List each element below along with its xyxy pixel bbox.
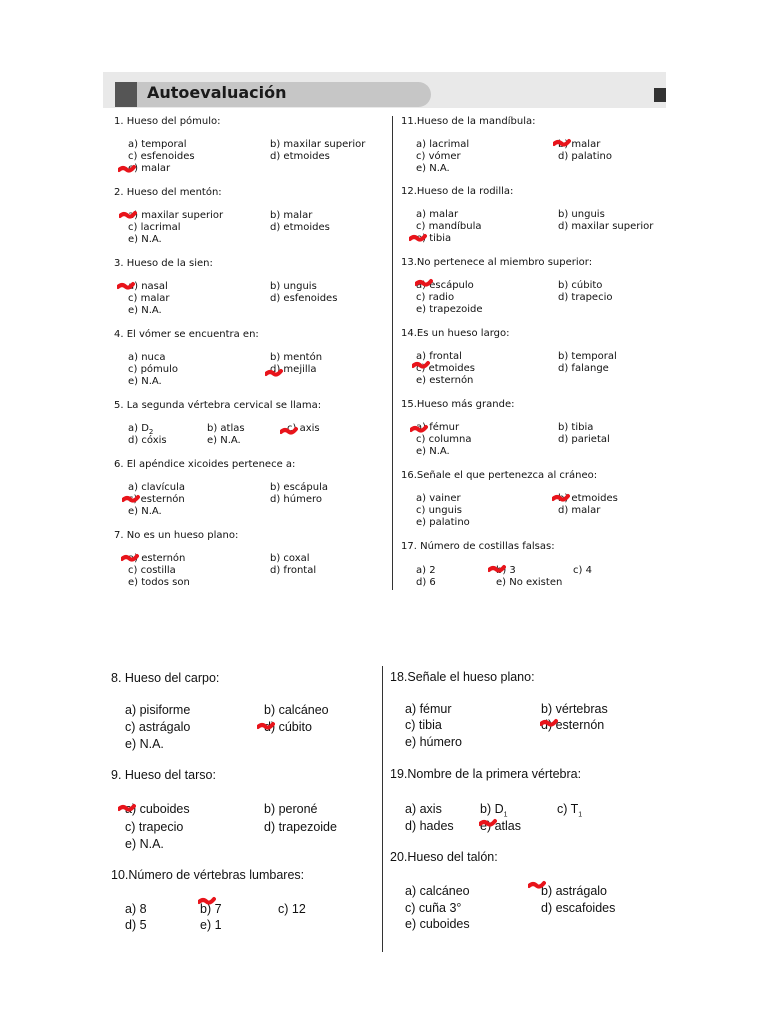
option: e) N.A. xyxy=(416,163,450,174)
option: d) húmero xyxy=(270,494,323,505)
question-text: 10.Número de vértebras lumbares: xyxy=(111,868,305,882)
question-text: 20.Hueso del talón: xyxy=(390,850,498,864)
option: c) mandíbula xyxy=(416,221,482,232)
option: c) tibia xyxy=(405,718,442,732)
option: d) mejilla xyxy=(270,364,317,375)
option: c) columna xyxy=(416,434,472,445)
option: d) esfenoides xyxy=(270,293,338,304)
option: c) axis xyxy=(287,423,320,434)
option: e) trapezoide xyxy=(416,304,483,315)
option: b) etmoides xyxy=(558,493,618,504)
option: e) 1 xyxy=(200,918,222,932)
option: d) cóxis xyxy=(128,435,167,446)
option: d) etmoides xyxy=(270,151,330,162)
option: c) esfenoides xyxy=(128,151,195,162)
option: c) astrágalo xyxy=(125,720,191,734)
option: b) astrágalo xyxy=(541,884,608,898)
option: d) etmoides xyxy=(270,222,330,233)
option: a) nasal xyxy=(128,281,168,292)
option: a) $D_2$ xyxy=(128,423,154,436)
option: b) cúbito xyxy=(558,280,603,291)
option: a) cuboides xyxy=(125,802,190,816)
option: d) trapezoide xyxy=(264,820,337,834)
option: b) mentón xyxy=(270,352,323,363)
question-text: 13.No pertenece al miembro superior: xyxy=(401,257,593,268)
option: e) húmero xyxy=(405,735,462,749)
option: d) 5 xyxy=(125,918,147,932)
option: b) unguis xyxy=(270,281,317,292)
header-block xyxy=(115,82,137,107)
option: c) trapecio xyxy=(125,820,184,834)
option: a) malar xyxy=(416,209,459,220)
option: a) 2 xyxy=(416,565,436,576)
option: d) malar xyxy=(558,505,601,516)
option: c) $T_1$ xyxy=(557,802,583,819)
option: c) etmoides xyxy=(416,363,475,374)
page-title: Autoevaluación xyxy=(147,83,287,102)
option: a) fémur xyxy=(416,422,460,433)
option: e) N.A. xyxy=(128,376,162,387)
option: e) atlas xyxy=(480,819,521,833)
option: d) palatino xyxy=(558,151,612,162)
option: e) N.A. xyxy=(207,435,241,446)
option: b) malar xyxy=(270,210,313,221)
option: c) 4 xyxy=(573,565,592,576)
option: a) 8 xyxy=(125,902,147,916)
option: b) vértebras xyxy=(541,702,608,716)
option: b) calcáneo xyxy=(264,703,329,717)
option: e) N.A. xyxy=(128,234,162,245)
header-corner-block xyxy=(654,88,666,102)
option: b) unguis xyxy=(558,209,605,220)
option: c) costilla xyxy=(128,565,176,576)
option: d) 6 xyxy=(416,577,436,588)
option: d) frontal xyxy=(270,565,317,576)
question-text: 16.Señale el que pertenezca al cráneo: xyxy=(401,470,598,481)
option: e) esternón xyxy=(416,375,474,386)
option: b) $D_1$ xyxy=(480,802,508,819)
option: c) 12 xyxy=(278,902,306,916)
question-text: 2. Hueso del mentón: xyxy=(114,187,222,198)
option: b) atlas xyxy=(207,423,245,434)
option: c) cuña 3° xyxy=(405,901,462,915)
option: e) N.A. xyxy=(128,305,162,316)
option: c) pómulo xyxy=(128,364,179,375)
option: a) pisiforme xyxy=(125,703,191,717)
option: b) peroné xyxy=(264,802,318,816)
option: e) N.A. xyxy=(416,446,450,457)
question-text: 12.Hueso de la rodilla: xyxy=(401,186,514,197)
option: c) lacrimal xyxy=(128,222,181,233)
option: c) vómer xyxy=(416,151,461,162)
option: b) maxilar superior xyxy=(270,139,366,150)
option: e) todos son xyxy=(128,577,190,588)
option: a) clavícula xyxy=(128,482,186,493)
question-text: 19.Nombre de la primera vértebra: xyxy=(390,767,582,781)
question-text: 1. Hueso del pómulo: xyxy=(114,116,221,127)
option: e) N.A. xyxy=(125,837,164,851)
question-text: 9. Hueso del tarso: xyxy=(111,768,216,782)
question-text: 4. El vómer se encuentra en: xyxy=(114,329,259,340)
option: d) trapecio xyxy=(558,292,613,303)
option: a) temporal xyxy=(128,139,187,150)
option: a) frontal xyxy=(416,351,462,362)
question-text: 18.Señale el hueso plano: xyxy=(390,670,535,684)
option: a) maxilar superior xyxy=(128,210,224,221)
option: b) 3 xyxy=(496,565,516,576)
question-text: 8. Hueso del carpo: xyxy=(111,671,220,685)
option: c) malar xyxy=(128,293,170,304)
option: d) cúbito xyxy=(264,720,312,734)
option: a) fémur xyxy=(405,702,452,716)
question-text: 17. Número de costillas falsas: xyxy=(401,541,555,552)
option: e) palatino xyxy=(416,517,470,528)
option: b) coxal xyxy=(270,553,310,564)
option: e) N.A. xyxy=(128,506,162,517)
option: e) N.A. xyxy=(125,737,164,751)
option: c) unguis xyxy=(416,505,462,516)
option: e) No existen xyxy=(496,577,563,588)
column-divider-top xyxy=(392,116,393,590)
question-text: 5. La segunda vértebra cervical se llama: xyxy=(114,400,322,411)
option: d) esternón xyxy=(541,718,605,732)
question-text: 6. El apéndice xicoides pertenece a: xyxy=(114,459,296,470)
section-header xyxy=(115,82,431,107)
option: a) calcáneo xyxy=(405,884,470,898)
option: d) falange xyxy=(558,363,609,374)
option: a) lacrimal xyxy=(416,139,470,150)
column-divider-bottom xyxy=(382,666,383,952)
option: b) malar xyxy=(558,139,601,150)
question-text: 15.Hueso más grande: xyxy=(401,399,515,410)
option: d) hades xyxy=(405,819,454,833)
option: e) malar xyxy=(128,163,171,174)
question-text: 3. Hueso de la sien: xyxy=(114,258,213,269)
option: b) temporal xyxy=(558,351,617,362)
option: d) maxilar superior xyxy=(558,221,654,232)
option: a) esternón xyxy=(128,553,186,564)
option: a) axis xyxy=(405,802,442,816)
question-text: 7. No es un hueso plano: xyxy=(114,530,239,541)
option: b) escápula xyxy=(270,482,329,493)
option: b) 7 xyxy=(200,902,222,916)
question-text: 14.Es un hueso largo: xyxy=(401,328,510,339)
option: a) escápulo xyxy=(416,280,474,291)
option: c) radio xyxy=(416,292,455,303)
option: e) tibia xyxy=(416,233,452,244)
option: e) cuboides xyxy=(405,917,470,931)
option: c) esternón xyxy=(128,494,185,505)
option: a) nuca xyxy=(128,352,166,363)
option: d) escafoides xyxy=(541,901,616,915)
option: b) tibia xyxy=(558,422,594,433)
option: d) parietal xyxy=(558,434,610,445)
option: a) vainer xyxy=(416,493,461,504)
question-text: 11.Hueso de la mandíbula: xyxy=(401,116,536,127)
